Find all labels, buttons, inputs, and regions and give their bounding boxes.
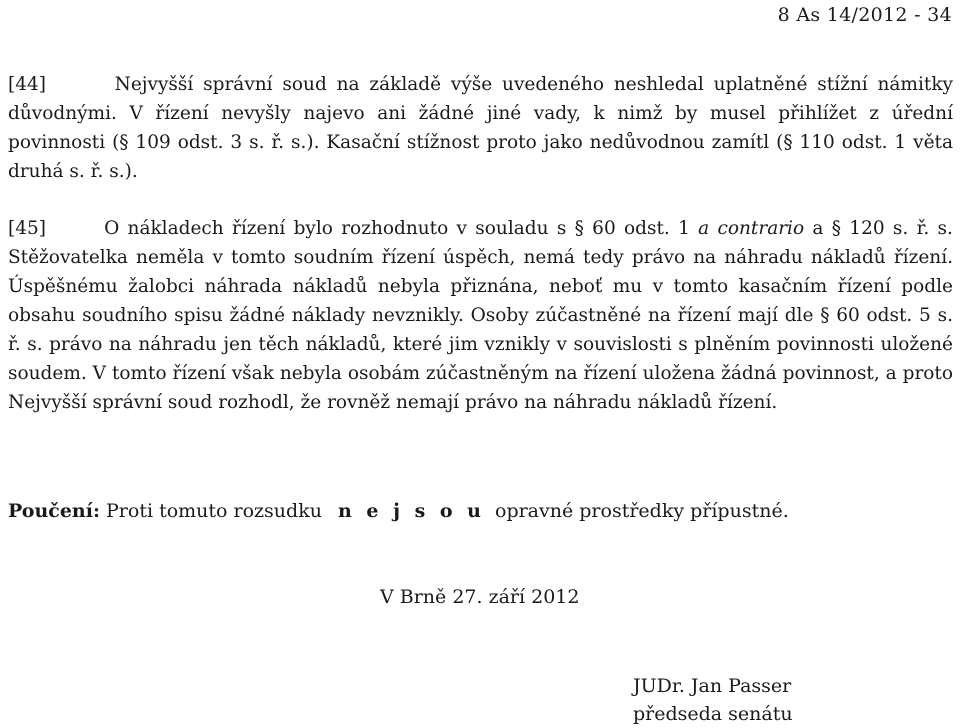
paragraph-text: O nákladech řízení bylo rozhodnuto v souladu s [104,218,567,239]
section-sign-icon: § [831,218,841,239]
section-sign-icon: § [783,132,793,153]
case-number: 8 As 14/2012 - 34 [777,4,952,26]
signatory-role: předseda senátu [633,703,793,725]
notice-emphasis: n e j s o u [337,500,485,522]
paragraph-number: [45] [8,218,46,239]
paragraph-text: 60 odst. 5 s. ř. s. právo na náhradu jen těch nákladů, které jim vznikly v souvislosti s plněním povinnosti uložené soudem. V tomto řízení však nebyla osobám zúčastněným na řízení uložena žádná povinnost, a proto Nejvyšší správní soud rozhodl, že rovněž nemají právo na náhradu nákladů řízení. [8,305,953,413]
notice-text: Proti tomuto rozsudku [106,500,322,522]
paragraph-text: Nejvyšší správní soud na základě výše uvedeného neshledal uplatněné stížní námitky důvodnými. V řízení nevyšly najevo ani žádné jiné vady, k nimž by musel přihlížet z úřední povinnosti ( [8,74,953,153]
paragraph-text: a [812,218,824,239]
italic-term: a contrario [698,218,805,239]
place-and-date: V Brně 27. září 2012 [380,586,580,608]
paragraph-number: [44] [8,74,46,95]
paragraph-44 [8,70,953,186]
section-sign-icon: § [820,305,830,326]
paragraph-45 [8,214,953,417]
paragraph-text: 60 odst. 1 [592,218,690,239]
paragraph-text: 109 odst. 3 s. ř. s.). Kasační stížnost proto jako nedůvodnou zamítl ( [135,132,784,153]
section-sign-icon: § [119,132,129,153]
legal-notice [8,500,789,522]
signature-block [633,672,793,728]
section-sign-icon: § [574,218,584,239]
signatory-name: JUDr. Jan Passer [633,675,792,697]
paragraph-text: 110 odst. 1 věta druhá s. ř. s.). [8,132,953,182]
notice-label: Poučení: [8,500,100,522]
notice-text: opravné prostředky přípustné. [495,500,789,522]
paragraph-text: 120 s. ř. s. Stěžovatelka neměla v tomto soudním řízení úspěch, nemá tedy právo na náhradu nákladů řízení. Úspěšnému žalobci náhrada nákladů nebyla přiznána, neboť mu v tomto kasačním řízení podle obsahu soudního spisu žádné náklady nevznikly. Osoby zúčastněné na řízení mají dle [8,218,953,326]
